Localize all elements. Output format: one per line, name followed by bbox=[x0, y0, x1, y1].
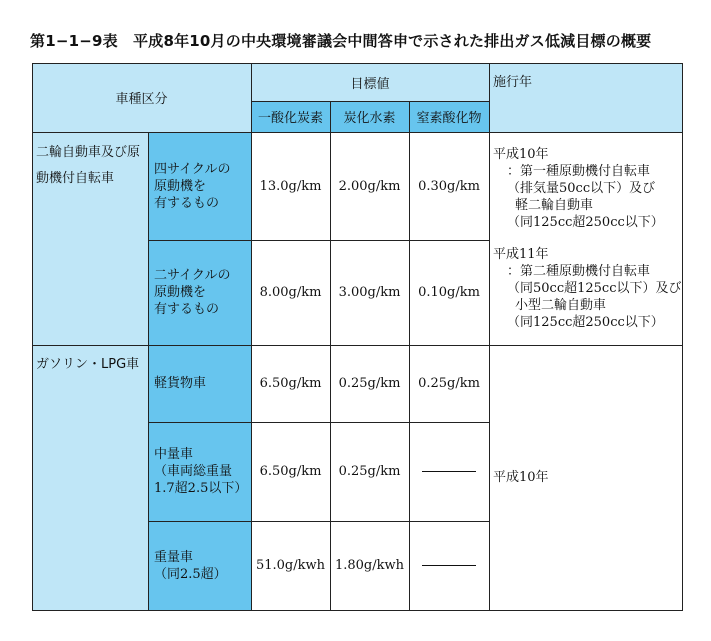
row-label-line: 原動機を bbox=[154, 285, 207, 300]
grid-line bbox=[32, 132, 682, 133]
grid-line bbox=[148, 422, 489, 423]
header-category: 車種区分 bbox=[32, 63, 251, 132]
header-year: 施行年 bbox=[489, 63, 682, 132]
grid-line bbox=[251, 63, 252, 611]
grid-line bbox=[148, 521, 489, 522]
grid-line bbox=[32, 63, 33, 611]
grid-line bbox=[330, 101, 331, 611]
year-line: （同50cc超125cc以下）及び bbox=[507, 281, 682, 296]
cell-nox-none bbox=[409, 521, 489, 610]
row-label-4stroke bbox=[148, 132, 251, 240]
year-line: （排気量50cc以下）及び bbox=[507, 181, 656, 196]
grid-line bbox=[148, 132, 149, 611]
year-line: 軽二輪自動車 bbox=[515, 198, 594, 213]
cell-hc: 0.25g/km bbox=[330, 345, 409, 422]
year-gasoline: 平成10年 bbox=[489, 345, 682, 610]
cell-co: 8.00g/km bbox=[251, 240, 330, 345]
row-label-line: 重量車 bbox=[154, 549, 194, 565]
header-hc: 炭化水素 bbox=[330, 101, 409, 132]
row-label-2stroke bbox=[148, 240, 251, 345]
cell-hc: 3.00g/km bbox=[330, 240, 409, 345]
grid-line bbox=[32, 345, 682, 346]
cell-co: 13.0g/km bbox=[251, 132, 330, 240]
row-label-medium bbox=[148, 422, 251, 521]
grid-line bbox=[32, 610, 683, 611]
year-line: 平成10年 bbox=[493, 147, 549, 162]
year-line: （同125cc超250cc以下） bbox=[507, 215, 664, 230]
year-line: ：第一種原動機付自転車 bbox=[507, 164, 651, 179]
grid-line bbox=[682, 63, 683, 611]
row-label-line: 有するもの bbox=[154, 302, 220, 317]
year-line: 平成11年 bbox=[493, 247, 549, 262]
cell-nox: 0.25g/km bbox=[409, 345, 489, 422]
row-label-line: 四サイクルの bbox=[154, 161, 231, 177]
cell-nox: 0.30g/km bbox=[409, 132, 489, 240]
dash-mark bbox=[422, 471, 476, 472]
row-label-line: 軽貨物車 bbox=[154, 376, 207, 391]
grid-line bbox=[32, 63, 682, 64]
grid-line bbox=[251, 101, 489, 102]
cell-co: 6.50g/km bbox=[251, 422, 330, 521]
cell-co: 51.0g/kwh bbox=[251, 521, 330, 610]
year-motorcycle bbox=[489, 132, 682, 345]
row-label-heavy bbox=[148, 521, 251, 610]
row-label-line: 原動機を bbox=[154, 178, 207, 194]
table-title: 第1−1−9表 平成8年10月の中央環境審議会中間答申で示された排出ガス低減目標の概要 bbox=[30, 32, 652, 50]
cell-hc: 2.00g/km bbox=[330, 132, 409, 240]
header-co: 一酸化炭素 bbox=[251, 101, 330, 132]
grid-line bbox=[489, 63, 490, 611]
grid-line bbox=[409, 101, 410, 611]
row-label-line: 中量車 bbox=[154, 447, 194, 462]
row-label-line: （同2.5超） bbox=[154, 566, 227, 582]
group-motorcycle-label: 二輪自動車及び原動機付自転車 bbox=[36, 145, 141, 186]
row-label-light-freight bbox=[148, 345, 251, 422]
cell-co: 6.50g/km bbox=[251, 345, 330, 422]
dash-mark bbox=[422, 565, 476, 566]
group-gasoline: ガソリン・LPG車 bbox=[32, 345, 148, 610]
row-label-line: 有するもの bbox=[154, 195, 220, 211]
year-line: ：第二種原動機付自転車 bbox=[507, 264, 651, 279]
cell-nox-none bbox=[409, 422, 489, 521]
year-line: 小型二輪自動車 bbox=[515, 298, 607, 313]
row-label-line: （車両総重量 bbox=[154, 464, 233, 479]
grid-line bbox=[148, 240, 489, 241]
header-target: 目標値 bbox=[251, 63, 489, 101]
group-motorcycle bbox=[32, 132, 148, 345]
cell-nox: 0.10g/km bbox=[409, 240, 489, 345]
row-label-line: 1.7超2.5以下） bbox=[154, 481, 248, 496]
row-label-line: 二サイクルの bbox=[154, 268, 231, 283]
cell-hc: 0.25g/km bbox=[330, 422, 409, 521]
year-line: （同125cc超250cc以下） bbox=[507, 315, 664, 330]
header-nox: 窒素酸化物 bbox=[409, 101, 489, 132]
cell-hc: 1.80g/kwh bbox=[330, 521, 409, 610]
